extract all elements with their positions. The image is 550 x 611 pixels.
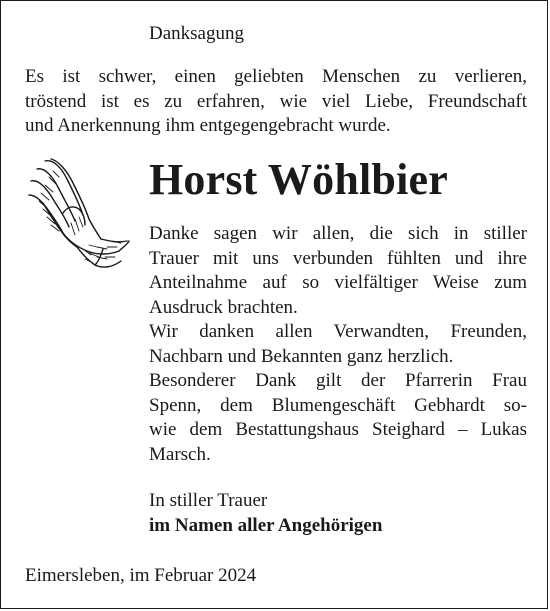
intro-paragraph xyxy=(25,65,527,139)
thanks-line: Ausdruck brachten. xyxy=(149,296,298,318)
thanks-line: wie dem Bestattungshaus Steighard – Lukas xyxy=(149,419,527,440)
thanks-line: Spenn, dem Blumengeschäft Gebhardt so- xyxy=(149,394,527,416)
notice-heading: Danksagung xyxy=(149,23,244,44)
thanks-line: Besonderer Dank gilt der Pfarrerin Frau xyxy=(149,370,527,391)
signature-family: im Namen aller Angehörigen xyxy=(149,514,383,536)
praying-hands-icon xyxy=(23,157,133,272)
thanks-line: Wir danken allen Verwandten, Freunden, xyxy=(149,321,527,342)
intro-line: Es ist schwer, einen geliebten Menschen zu verlieren, xyxy=(25,66,527,87)
thanks-line: Marsch. xyxy=(149,443,211,465)
thanks-line: Trauer mit uns verbunden fühlten und ihre xyxy=(149,247,527,269)
thanks-paragraph xyxy=(149,222,527,467)
thanks-line: Anteilnahme auf so vielfältiger Weise zum xyxy=(149,272,527,293)
signature-block xyxy=(149,489,382,538)
deceased-name: Horst Wöhlbier xyxy=(149,155,448,204)
thanks-line: Danke sagen wir allen, die sich in stiller xyxy=(149,223,527,244)
signature-line: In stiller Trauer xyxy=(149,490,268,511)
intro-line: tröstend ist es zu erfahren, wie viel Liebe, Freundschaft xyxy=(25,90,527,112)
intro-line: und Anerkennung ihm entgegengebracht wurde. xyxy=(25,115,391,136)
thanks-line: Nachbarn und Bekannten ganz herzlich. xyxy=(149,345,454,367)
place-date: Eimersleben, im Februar 2024 xyxy=(25,565,257,586)
